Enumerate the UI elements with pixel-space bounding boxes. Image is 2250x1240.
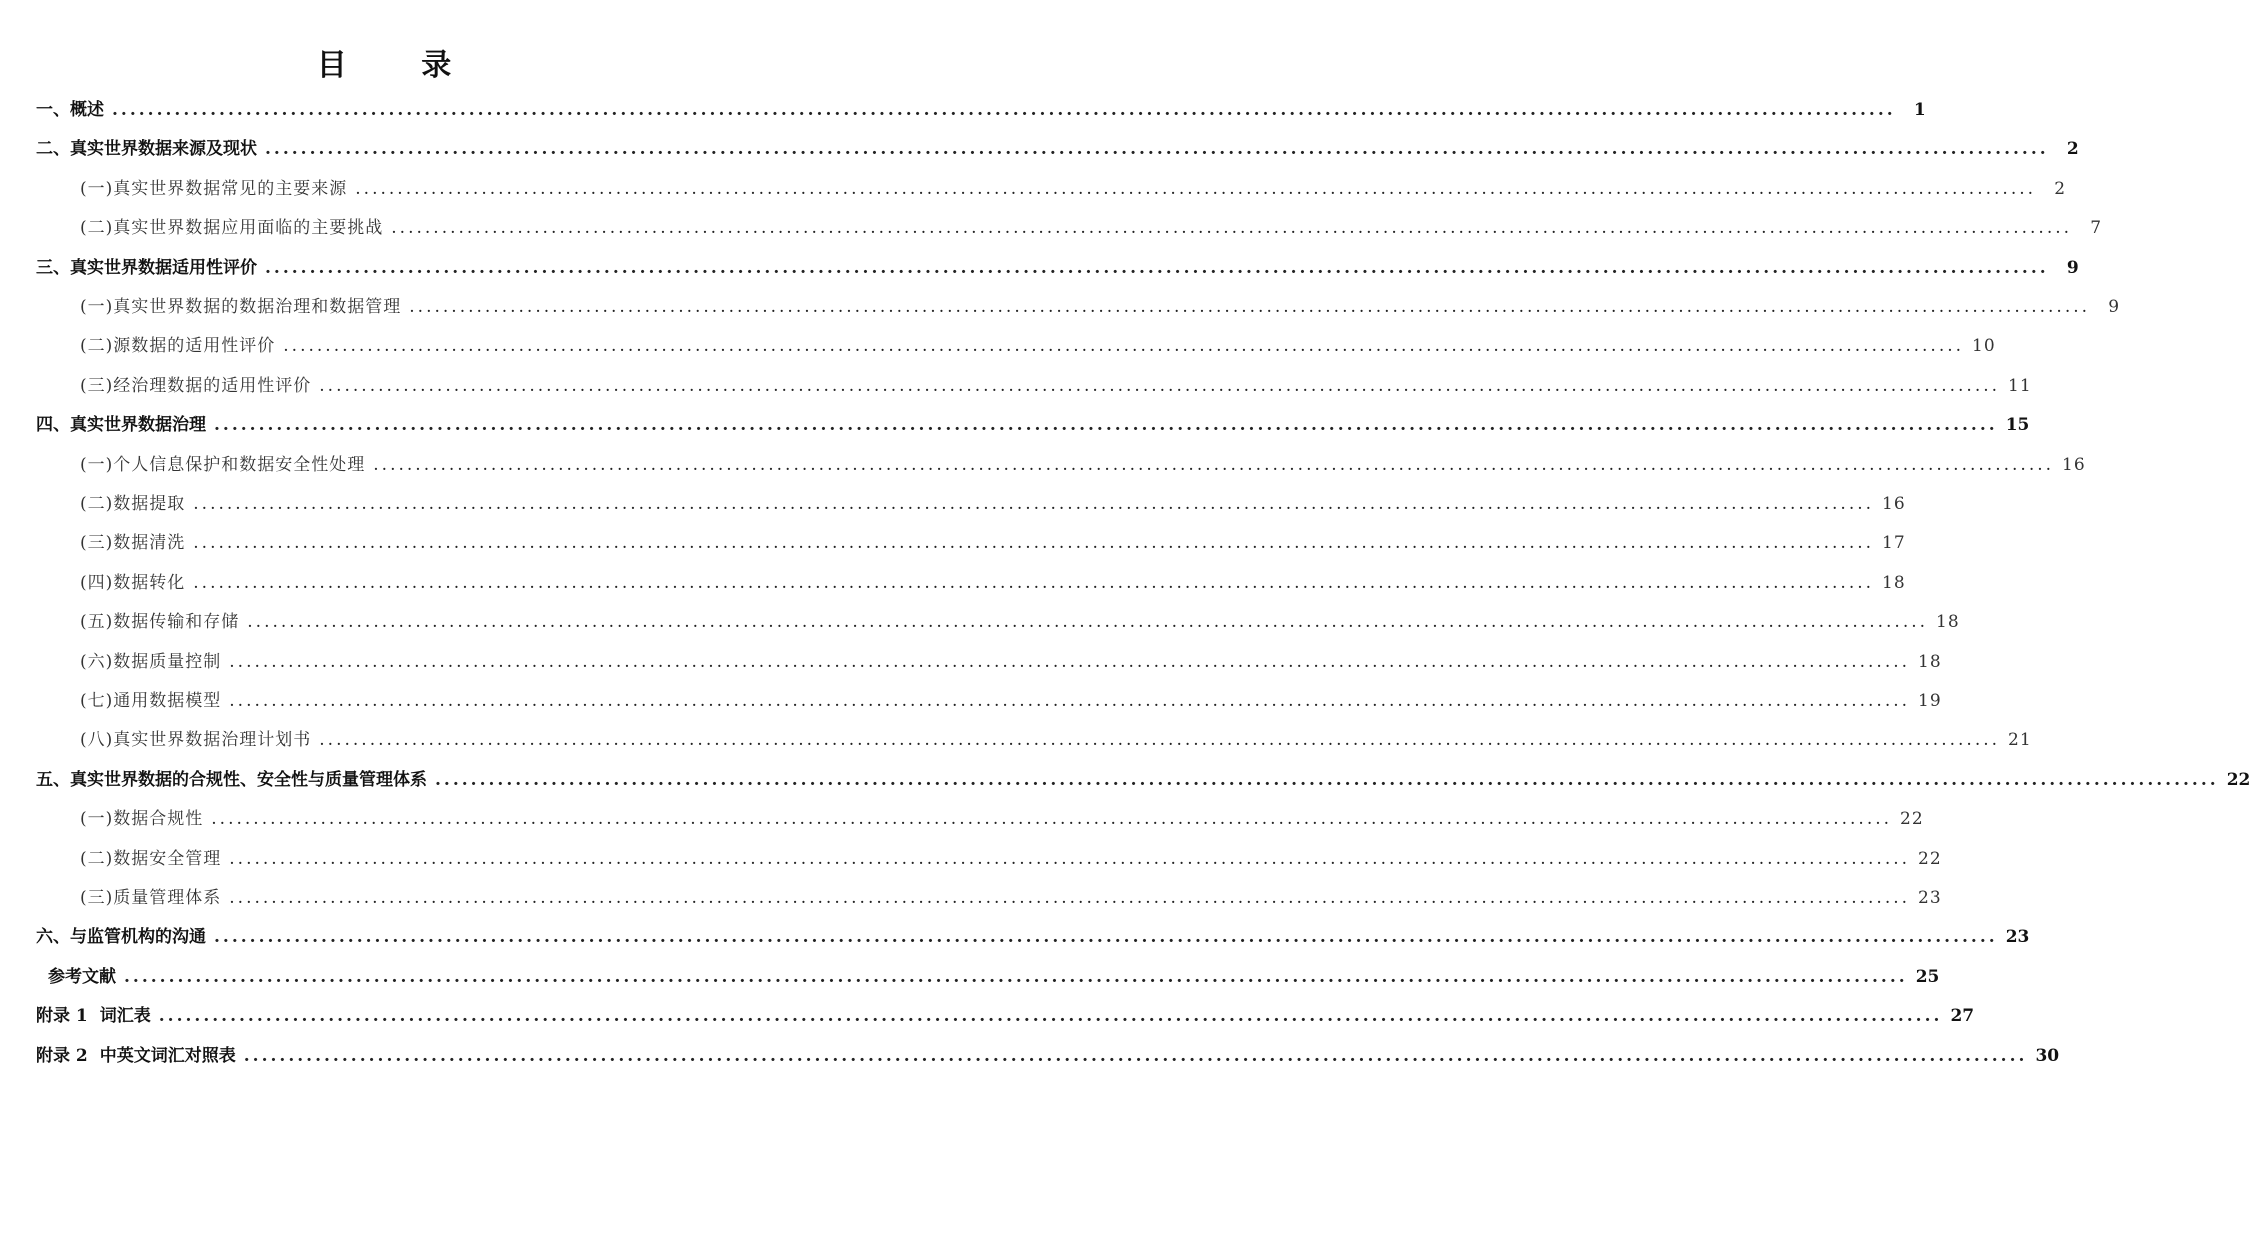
entry-number: 四、 [36, 415, 70, 436]
page-number: 7 [2090, 218, 2103, 239]
entry-number: (三) [80, 375, 114, 396]
dot-leader: ........................................................................................................................................................................................................ [193, 494, 1875, 514]
entry-title: 概述 [70, 100, 104, 120]
page-number: 18 [1936, 612, 1960, 633]
entry-number: (二) [80, 218, 114, 239]
dot-leader: ........................................................................................................................................................................................................ [265, 257, 2049, 278]
toc-subentry[interactable] [80, 608, 1960, 636]
entry-title: 真实世界数据常见的主要来源 [113, 178, 348, 199]
dot-leader: ........................................................................................................................................................................................................ [214, 415, 1998, 436]
page-number: 1 [1913, 100, 1926, 120]
page-number: 30 [2035, 1045, 2060, 1066]
dot-leader: ........................................................................................................................................................................................................ [229, 888, 1911, 908]
entry-title: 源数据的适用性评价 [113, 336, 276, 357]
entry-title: 真实世界数据来源及现状 [70, 139, 257, 160]
dot-leader: ........................................................................................................................................................................................................ [124, 966, 1908, 987]
entry-title: 真实世界数据治理计划书 [113, 730, 312, 751]
toc-subentry[interactable] [80, 451, 2086, 479]
entry-number: (二) [80, 336, 114, 357]
dot-leader: ........................................................................................................................................................................................................ [229, 848, 1911, 869]
dot-leader: ........................................................................................................................................................................................................ [319, 375, 2001, 396]
entry-number: 三、 [36, 257, 70, 278]
page-number: 23 [1918, 888, 1942, 908]
dot-leader: ........................................................................................................................................................................................................ [435, 769, 2219, 790]
toc-subentry[interactable] [80, 648, 1942, 676]
entry-title: 数据清洗 [113, 533, 186, 554]
entry-title: 真实世界数据的合规性、安全性与质量管理体系 [70, 769, 427, 790]
toc-entry[interactable] [36, 923, 2030, 951]
page-number: 9 [2108, 297, 2121, 317]
dot-leader: ........................................................................................................................................................................................................ [243, 1045, 2028, 1066]
dot-leader: ........................................................................................................................................................................................................ [229, 651, 1911, 672]
entry-number: (一) [80, 297, 114, 317]
entry-number: 附录 2 [36, 1045, 88, 1066]
toc-entry[interactable] [36, 135, 2079, 163]
dot-leader: ........................................................................................................................................................................................................ [193, 533, 1875, 554]
toc-entry[interactable] [36, 963, 1940, 991]
page-number: 16 [2062, 454, 2086, 475]
entry-title: 中英文词汇对照表 [99, 1045, 236, 1066]
page-number: 22 [2226, 769, 2250, 790]
toc-entry[interactable] [36, 1002, 1975, 1030]
page-number: 18 [1918, 651, 1942, 672]
toc-subentry[interactable] [80, 529, 1906, 557]
toc-subentry[interactable] [80, 569, 1906, 597]
entry-title: 与监管机构的沟通 [70, 927, 206, 948]
entry-number: (一) [80, 454, 114, 475]
toc-title: 目 录 [316, 48, 484, 83]
entry-number: (二) [80, 848, 114, 869]
dot-leader: ........................................................................................................................................................................................................ [193, 572, 1875, 593]
page-number: 11 [2008, 375, 2032, 396]
page-number: 19 [1918, 691, 1942, 711]
toc-subentry[interactable] [80, 805, 1924, 833]
entry-number: (一) [80, 178, 114, 199]
entry-number: (七) [80, 691, 114, 711]
entry-title: 真实世界数据的数据治理和数据管理 [113, 297, 402, 317]
page-number: 27 [1950, 1006, 1975, 1027]
entry-number: (一) [80, 809, 114, 830]
entry-number: 五、 [36, 769, 70, 790]
entry-number: 二、 [36, 139, 70, 160]
entry-title: 参考文献 [48, 966, 116, 987]
toc-subentry[interactable] [80, 845, 1942, 873]
dot-leader: ........................................................................................................................................................................................................ [247, 612, 1929, 633]
toc-subentry[interactable] [80, 726, 2032, 754]
entry-number: 附录 1 [36, 1006, 88, 1027]
toc-subentry[interactable] [80, 884, 1942, 912]
page-number: 18 [1882, 572, 1906, 593]
dot-leader: ........................................................................................................................................................................................................ [211, 809, 1893, 830]
entry-number: (六) [80, 651, 114, 672]
entry-title: 个人信息保护和数据安全性处理 [113, 454, 366, 475]
entry-title: 数据质量控制 [113, 651, 222, 672]
toc-entry[interactable] [36, 96, 1926, 124]
page-number: 21 [2008, 730, 2032, 751]
dot-leader: ........................................................................................................................................................................................................ [355, 178, 2037, 199]
entry-title: 经治理数据的适用性评价 [113, 375, 312, 396]
entry-title: 词汇表 [99, 1006, 151, 1027]
entry-number: (五) [80, 612, 114, 633]
dot-leader: ........................................................................................................................................................................................................ [265, 139, 2049, 160]
page-number: 10 [1972, 336, 1996, 357]
dot-leader: ........................................................................................................................................................................................................ [158, 1006, 1943, 1027]
dot-leader: ........................................................................................................................................................................................................ [229, 691, 1911, 711]
entry-number: (二) [80, 494, 114, 514]
entry-title: 数据转化 [113, 572, 186, 593]
page-number: 23 [2005, 927, 2030, 948]
toc-subentry[interactable] [80, 175, 2067, 203]
toc-subentry[interactable] [80, 293, 2121, 321]
entry-number: 一、 [36, 100, 70, 120]
dot-leader: ........................................................................................................................................................................................................ [409, 297, 2091, 317]
toc-subentry[interactable] [80, 490, 1906, 518]
page-number: 9 [2066, 257, 2079, 278]
entry-title: 真实世界数据适用性评价 [70, 257, 257, 278]
page-number: 2 [2066, 139, 2079, 160]
entry-title: 真实世界数据应用面临的主要挑战 [113, 218, 384, 239]
toc-entry[interactable] [36, 411, 2030, 439]
page-number: 22 [1900, 809, 1924, 830]
entry-number: (四) [80, 572, 114, 593]
toc-subentry[interactable] [80, 214, 2103, 242]
dot-leader: ........................................................................................................................................................................................................ [319, 730, 2001, 751]
entry-title: 数据提取 [113, 494, 186, 514]
page-number: 25 [1915, 966, 1940, 987]
page-number: 15 [2005, 415, 2030, 436]
dot-leader: ........................................................................................................................................................................................................ [373, 454, 2055, 475]
dot-leader: ........................................................................................................................................................................................................ [391, 218, 2073, 239]
toc-subentry[interactable] [80, 372, 2032, 400]
entry-title: 质量管理体系 [113, 888, 222, 908]
page-number: 2 [2054, 178, 2067, 199]
page-number: 22 [1918, 848, 1942, 869]
page-number: 17 [1882, 533, 1906, 554]
entry-title: 数据安全管理 [113, 848, 222, 869]
entry-title: 真实世界数据治理 [70, 415, 206, 436]
entry-number: 六、 [36, 927, 70, 948]
dot-leader: ........................................................................................................................................................................................................ [214, 927, 1998, 948]
entry-number: (三) [80, 533, 114, 554]
dot-leader: ........................................................................................................................................................................................................ [283, 336, 1965, 357]
toc-subentry[interactable] [80, 332, 1996, 360]
page-number: 16 [1882, 494, 1906, 514]
toc-entry[interactable] [36, 766, 2250, 794]
dot-leader: ........................................................................................................................................................................................................ [112, 100, 1896, 120]
entry-number: (三) [80, 888, 114, 908]
toc-subentry[interactable] [80, 687, 1942, 715]
entry-title: 数据传输和存储 [113, 612, 240, 633]
toc-entry[interactable] [36, 254, 2079, 282]
entry-number: (八) [80, 730, 114, 751]
entry-title: 通用数据模型 [113, 691, 222, 711]
toc-entry[interactable] [36, 1042, 2060, 1070]
entry-title: 数据合规性 [113, 809, 204, 830]
